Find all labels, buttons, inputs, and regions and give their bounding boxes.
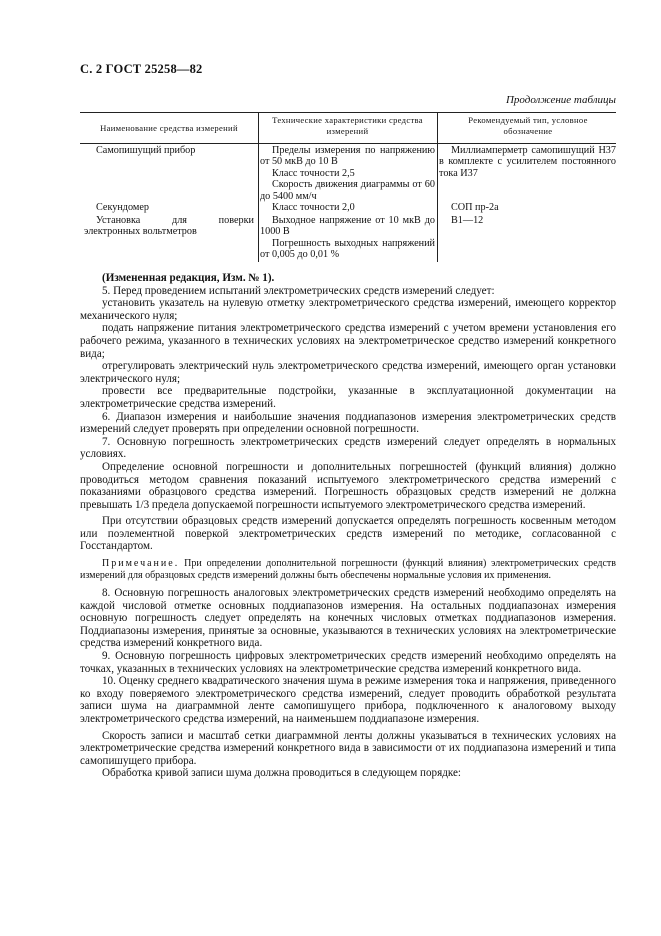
table-cell-text: Пределы измерения по напряжению от 50 мкВ до 10 В — [260, 145, 435, 168]
table-cell-text: СОП пр-2а — [451, 202, 499, 213]
paragraph: провести все предварительные подстройки, указанные в эксплуатационной документации на электрометрические средства измерений. — [80, 385, 616, 410]
note-label: Примечание. — [102, 558, 180, 570]
paragraph: 6. Диапазон измерения и наибольшие значения поддиапазонов измерения электрометрических средств измерений следует проверять при определении основной погрешности. — [80, 410, 616, 436]
table-cell-text: Погрешность выходных напряжений от 0,005 до 0,01 % — [260, 237, 435, 261]
table-cell-text: Скорость движения диаграммы от 60 до 5400 мм/ч — [260, 179, 435, 202]
table-cell-text: Самопишущий прибор — [96, 145, 196, 156]
paragraph: 10. Оценку среднего квадратического значения шума в режиме измерения тока и напряжения, приведенного ко входу поверяемого электрометрического средства измерений, следует проводить обработкой результата записи шума на диаграммной ленте самопишущего прибора, подключенного к аналоговому выходу электрометрического средства измерений, на наименьшем поддиапазоне измерения. — [80, 675, 616, 725]
paragraph: 5. Перед проведением испытаний электрометрических средств измерений следует: — [102, 284, 495, 297]
table-column-divider — [258, 112, 259, 262]
table-row-1-specs — [260, 145, 435, 202]
table-cell-text: Класс точности 2,5 — [272, 167, 355, 179]
paragraph: Определение основной погрешности и дополнительных погрешностей (функций влияния) должно проводиться методом сравнения показаний испытуемого электрометрического средства измерений с показаниями образцового средства измерений. Погрешность образцовых средств измерений не должна превышать 1/3 предела допускаемой погрешности испытуемого электрометрического средства измерений. — [80, 460, 616, 511]
amendment-note: (Измененная редакция, Изм. № 1). — [102, 272, 275, 284]
table-row-2-name — [84, 202, 254, 213]
table-row-2-specs — [260, 202, 435, 213]
paragraph: 9. Основную погрешность цифровых электрометрических средств измерений необходимо определять на точках, указанных в технических условиях на электрометрические средства измерений конкретного вида. — [80, 650, 616, 675]
table-cell-text: Выходное напряжение от 10 мкВ до 1000 В — [260, 215, 435, 238]
note-text: При определении дополнительной погрешности (функций влияния) электрометрических средств измерений для образцовых средств измерений должны быть обеспечены нормальные условия их применения. — [80, 558, 616, 581]
table-continuation-label: Продолжение таблицы — [505, 94, 616, 106]
table-cell-text: В1—12 — [451, 215, 484, 226]
table-cell-text: Секундомер — [96, 202, 149, 213]
table-header-rule — [80, 143, 616, 144]
table-row-3-specs — [260, 215, 435, 261]
paragraph: подать напряжение питания электрометрического средства измерений с учетом времени установления его рабочего режима, указанного в технических условиях на электрометрическое средство измерений конкретного вида; — [80, 322, 616, 360]
paragraph: Обработка кривой записи шума должна проводиться в следующем порядке: — [102, 767, 461, 780]
table-header-specs: Технические характеристики средства измерений — [272, 115, 423, 136]
table-row-3-type — [439, 215, 616, 226]
table-row-2-type — [439, 202, 616, 213]
table-column-divider — [437, 112, 438, 262]
note — [80, 558, 616, 581]
paragraph: установить указатель на нулевую отметку электрометрического средства измерений, имеющего корректор механического нуля; — [80, 297, 616, 322]
table-header-type: Рекомендуемый тип, условное обозначение — [468, 115, 588, 136]
paragraph: 8. Основную погрешность аналоговых электрометрических средств измерений необходимо определять на каждой числовой отметке основных поддиапазонов измерения. На остальных поддиапазонах измерения основную погрешность следует определять на конечных числовых отметках поддиапазонов измерения. Поддиапазоны измерения, принятые за основные, указываются в технических условиях на электрометрические средства измерений конкретного вида. — [80, 587, 616, 650]
page-header: С. 2 ГОСТ 25258—82 — [80, 62, 203, 76]
table-cell-text: Миллиамперметр самопишущий Н37 в комплекте с усилителем постоянного тока И37 — [439, 145, 616, 179]
paragraph: Скорость записи и масштаб сетки диаграммной ленты должны указываться в технических условиях на электрометрические средства измерений конкретного вида в зависимости от их поддиапазона измерений и типа самопишущего прибора. — [80, 729, 616, 767]
table-row-1-name — [84, 145, 254, 156]
table-row-3-name — [84, 215, 254, 238]
table-cell-text: Класс точности 2,0 — [272, 202, 355, 213]
paragraph: отрегулировать электрический нуль электрометрического средства измерений, имеющего орган установки электрического нуля; — [80, 360, 616, 385]
table-cell-text: Установка для поверки электронных вольтметров — [84, 215, 254, 238]
paragraph: 7. Основную погрешность электрометрических средств измерений следует определять в нормальных условиях. — [80, 435, 616, 461]
table-header-name: Наименование средства измерений — [100, 123, 238, 133]
document-body — [80, 272, 616, 780]
table-top-rule — [80, 112, 616, 113]
paragraph: При отсутствии образцовых средств измерений допускается определять погрешность косвенным методом или поэлементной поверкой электрометрических средств измерений по методике, согласованной с Госстандартом. — [80, 515, 616, 553]
table-row-1-type — [439, 145, 616, 179]
